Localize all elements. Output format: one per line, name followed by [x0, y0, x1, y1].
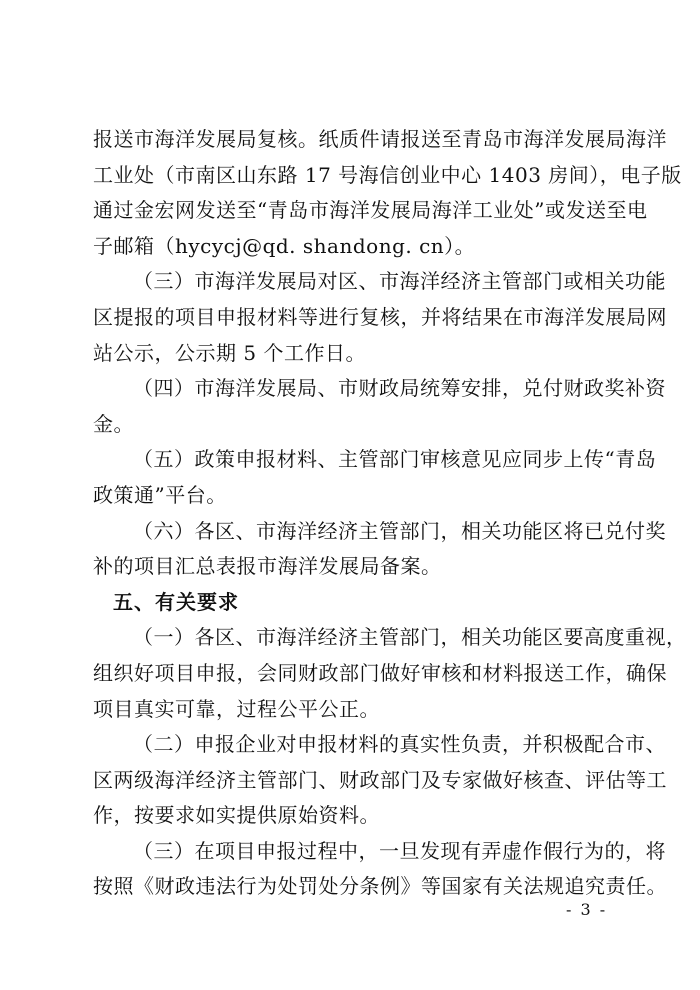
section-heading: 五、有关要求: [113, 589, 239, 614]
paragraph-line: 区两级海洋经济主管部门、财政部门及专家做好核查、评估等工: [93, 767, 667, 792]
paragraph-line: （六）各区、市海洋经济主管部门，相关功能区将已兑付奖: [133, 518, 666, 543]
paragraph-line: （三）在项目申报过程中，一旦发现有弄虚作假行为的，将: [133, 838, 666, 863]
paragraph-line: （五）政策申报材料、主管部门审核意见应同步上传“青岛: [133, 447, 657, 472]
page-number: - 3 -: [566, 900, 608, 919]
paragraph-line: 通过金宏网发送至“青岛市海洋发展局海洋工业处”或发送至电: [93, 198, 648, 223]
paragraph-line: 作，按要求如实提供原始资料。: [93, 803, 380, 828]
paragraph-line: 站公示，公示期 5 个工作日。: [93, 340, 366, 365]
paragraph-line: 政策通”平台。: [93, 482, 227, 507]
paragraph-line: 补的项目汇总表报市海洋发展局备案。: [93, 554, 442, 579]
paragraph-line: （二）申报企业对申报材料的真实性负责，并积极配合市、: [133, 732, 666, 757]
paragraph-line: （一）各区、市海洋经济主管部门，相关功能区要高度重视，: [133, 625, 687, 650]
paragraph-line: 报送市海洋发展局复核。纸质件请报送至青岛市海洋发展局海洋: [93, 127, 667, 151]
paragraph-line: 子邮箱（hycycj@qd. shandong. cn）。: [93, 233, 476, 258]
document-body: [93, 122, 687, 905]
paragraph-line: 项目真实可靠，过程公平公正。: [93, 696, 380, 721]
paragraph-line: 组织好项目申报，会同财政部门做好审核和材料报送工作，确保: [93, 660, 667, 685]
paragraph-line: 区提报的项目申报材料等进行复核，并将结果在市海洋发展局网: [93, 304, 667, 329]
paragraph-line: （四）市海洋发展局、市财政局统筹安排，兑付财政奖补资: [133, 376, 666, 401]
paragraph-line: （三）市海洋发展局对区、市海洋经济主管部门或相关功能: [133, 269, 666, 294]
paragraph-line: 金。: [93, 411, 134, 436]
paragraph-line: 工业处（市南区山东路 17 号海信创业中心 1403 房间），电子版: [93, 162, 682, 187]
paragraph-line: 按照《财政违法行为处罚处分条例》等国家有关法规追究责任。: [93, 874, 667, 899]
